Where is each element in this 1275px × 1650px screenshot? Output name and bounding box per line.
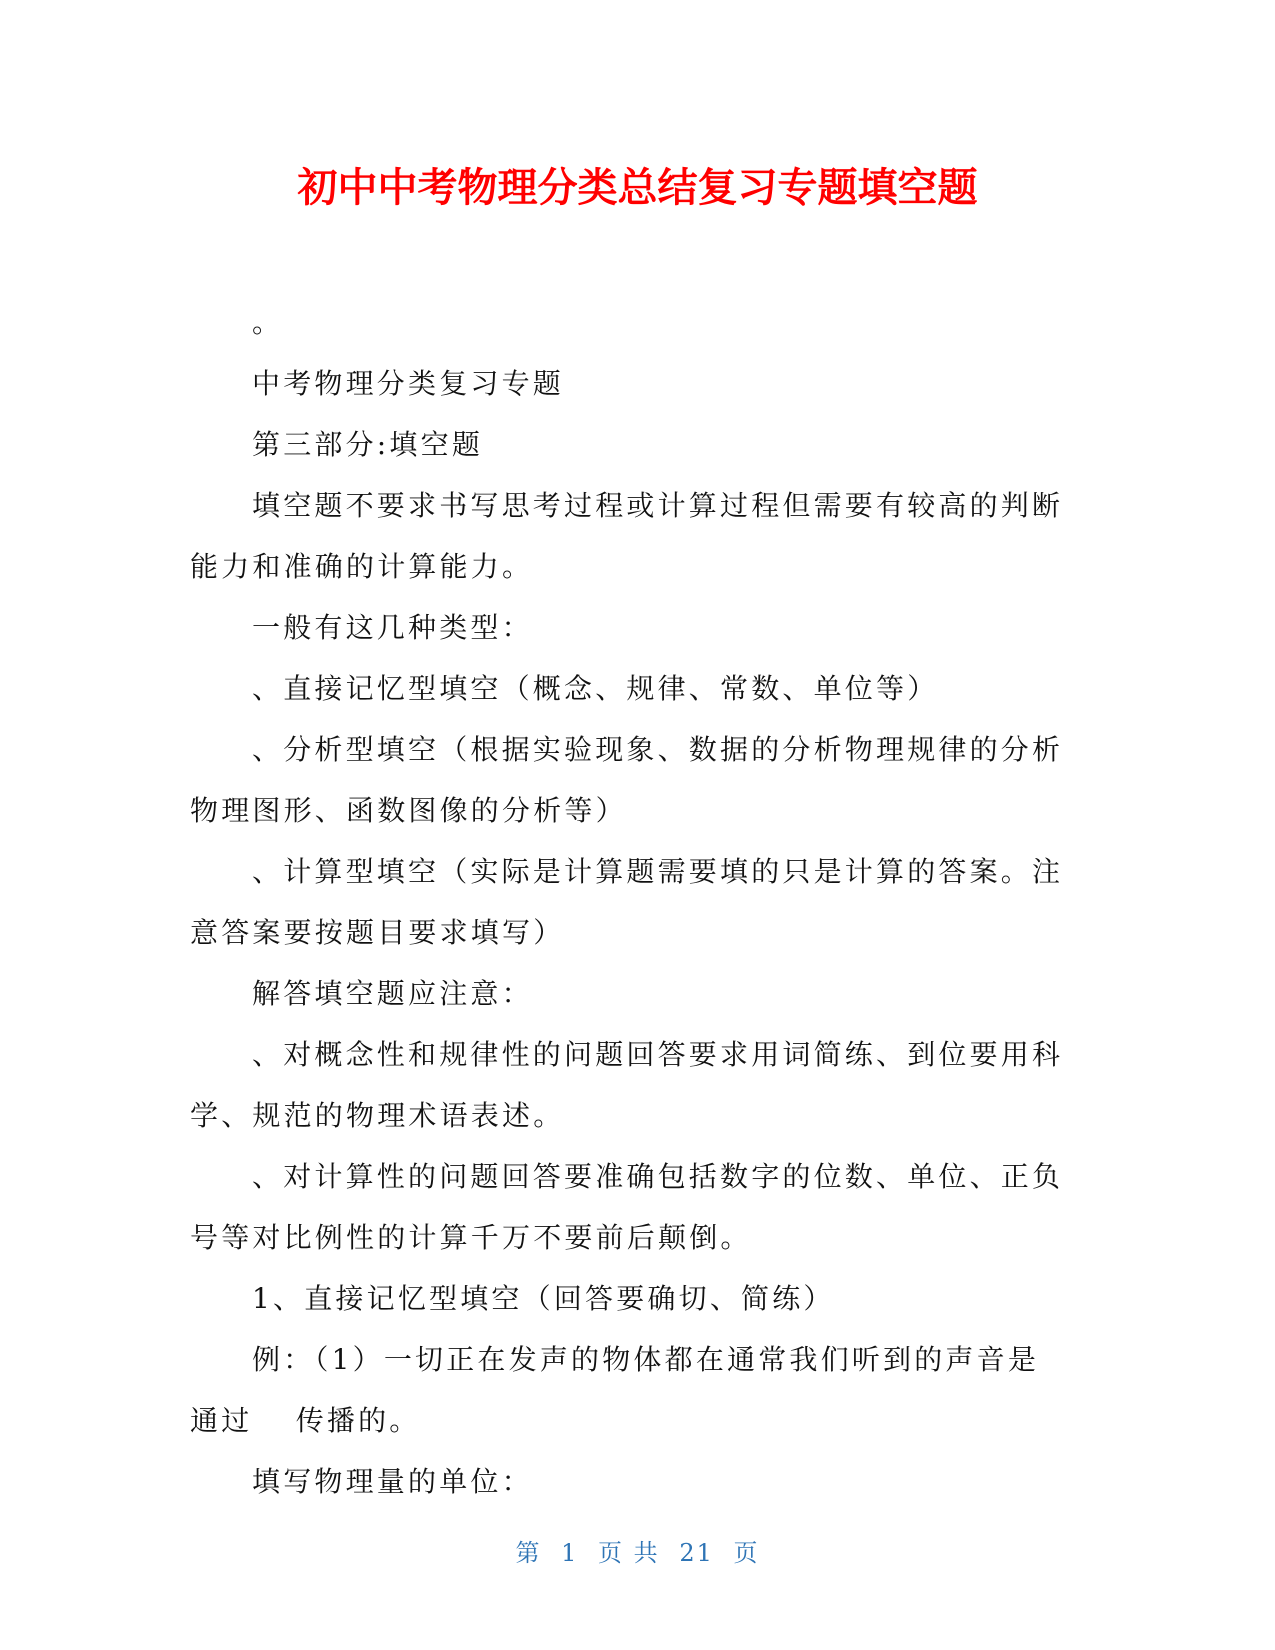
paragraph-note-calculations: 、对计算性的问题回答要准确包括数字的位数、单位、正负号等对比例性的计算千万不要前后颠倒。 [190,1160,1064,1254]
paragraph-part-heading: 第三部分:填空题 [252,428,484,461]
paragraph-type-analysis: 、分析型填空（根据实验现象、数据的分析物理规律的分析物理图形、函数图像的分析等） [190,733,1064,827]
footer-prefix: 第 [515,1539,542,1567]
paragraph-type-calculation: 、计算型填空（实际是计算题需要填的只是计算的答案。注意答案要按题目要求填写） [190,855,1064,949]
paragraph-types-heading: 一般有这几种类型： [252,611,533,644]
paragraph-intro: 填空题不要求书写思考过程或计算过程但需要有较高的判断能力和准确的计算能力。 [190,489,1064,583]
paragraph-example-1: 例：（1）一切正在发声的物体都在通常我们听到的声音是通过 传播的。 [190,1343,1040,1437]
paragraph-period: 。 [252,306,284,339]
footer-total-pages: 21 [679,1539,714,1567]
paragraph-units-heading: 填写物理量的单位： [252,1465,533,1498]
paragraph-section-1: 1、直接记忆型填空（回答要确切、简练） [252,1282,835,1315]
paragraph-type-memory: 、直接记忆型填空（概念、规律、常数、单位等） [252,672,939,705]
footer-page-number: 1 [561,1539,579,1567]
page-footer [0,1537,1275,1569]
document-body [190,292,1070,1512]
paragraph-notes-heading: 解答填空题应注意： [252,977,533,1010]
paragraph-topic: 中考物理分类复习专题 [252,367,565,400]
paragraph-note-concepts: 、对概念性和规律性的问题回答要求用词简练、到位要用科学、规范的物理术语表述。 [190,1038,1064,1132]
footer-suffix: 页 [733,1539,760,1567]
document-title: 初中中考物理分类总结复习专题填空题 [297,165,978,211]
footer-middle: 页 共 [598,1539,660,1567]
